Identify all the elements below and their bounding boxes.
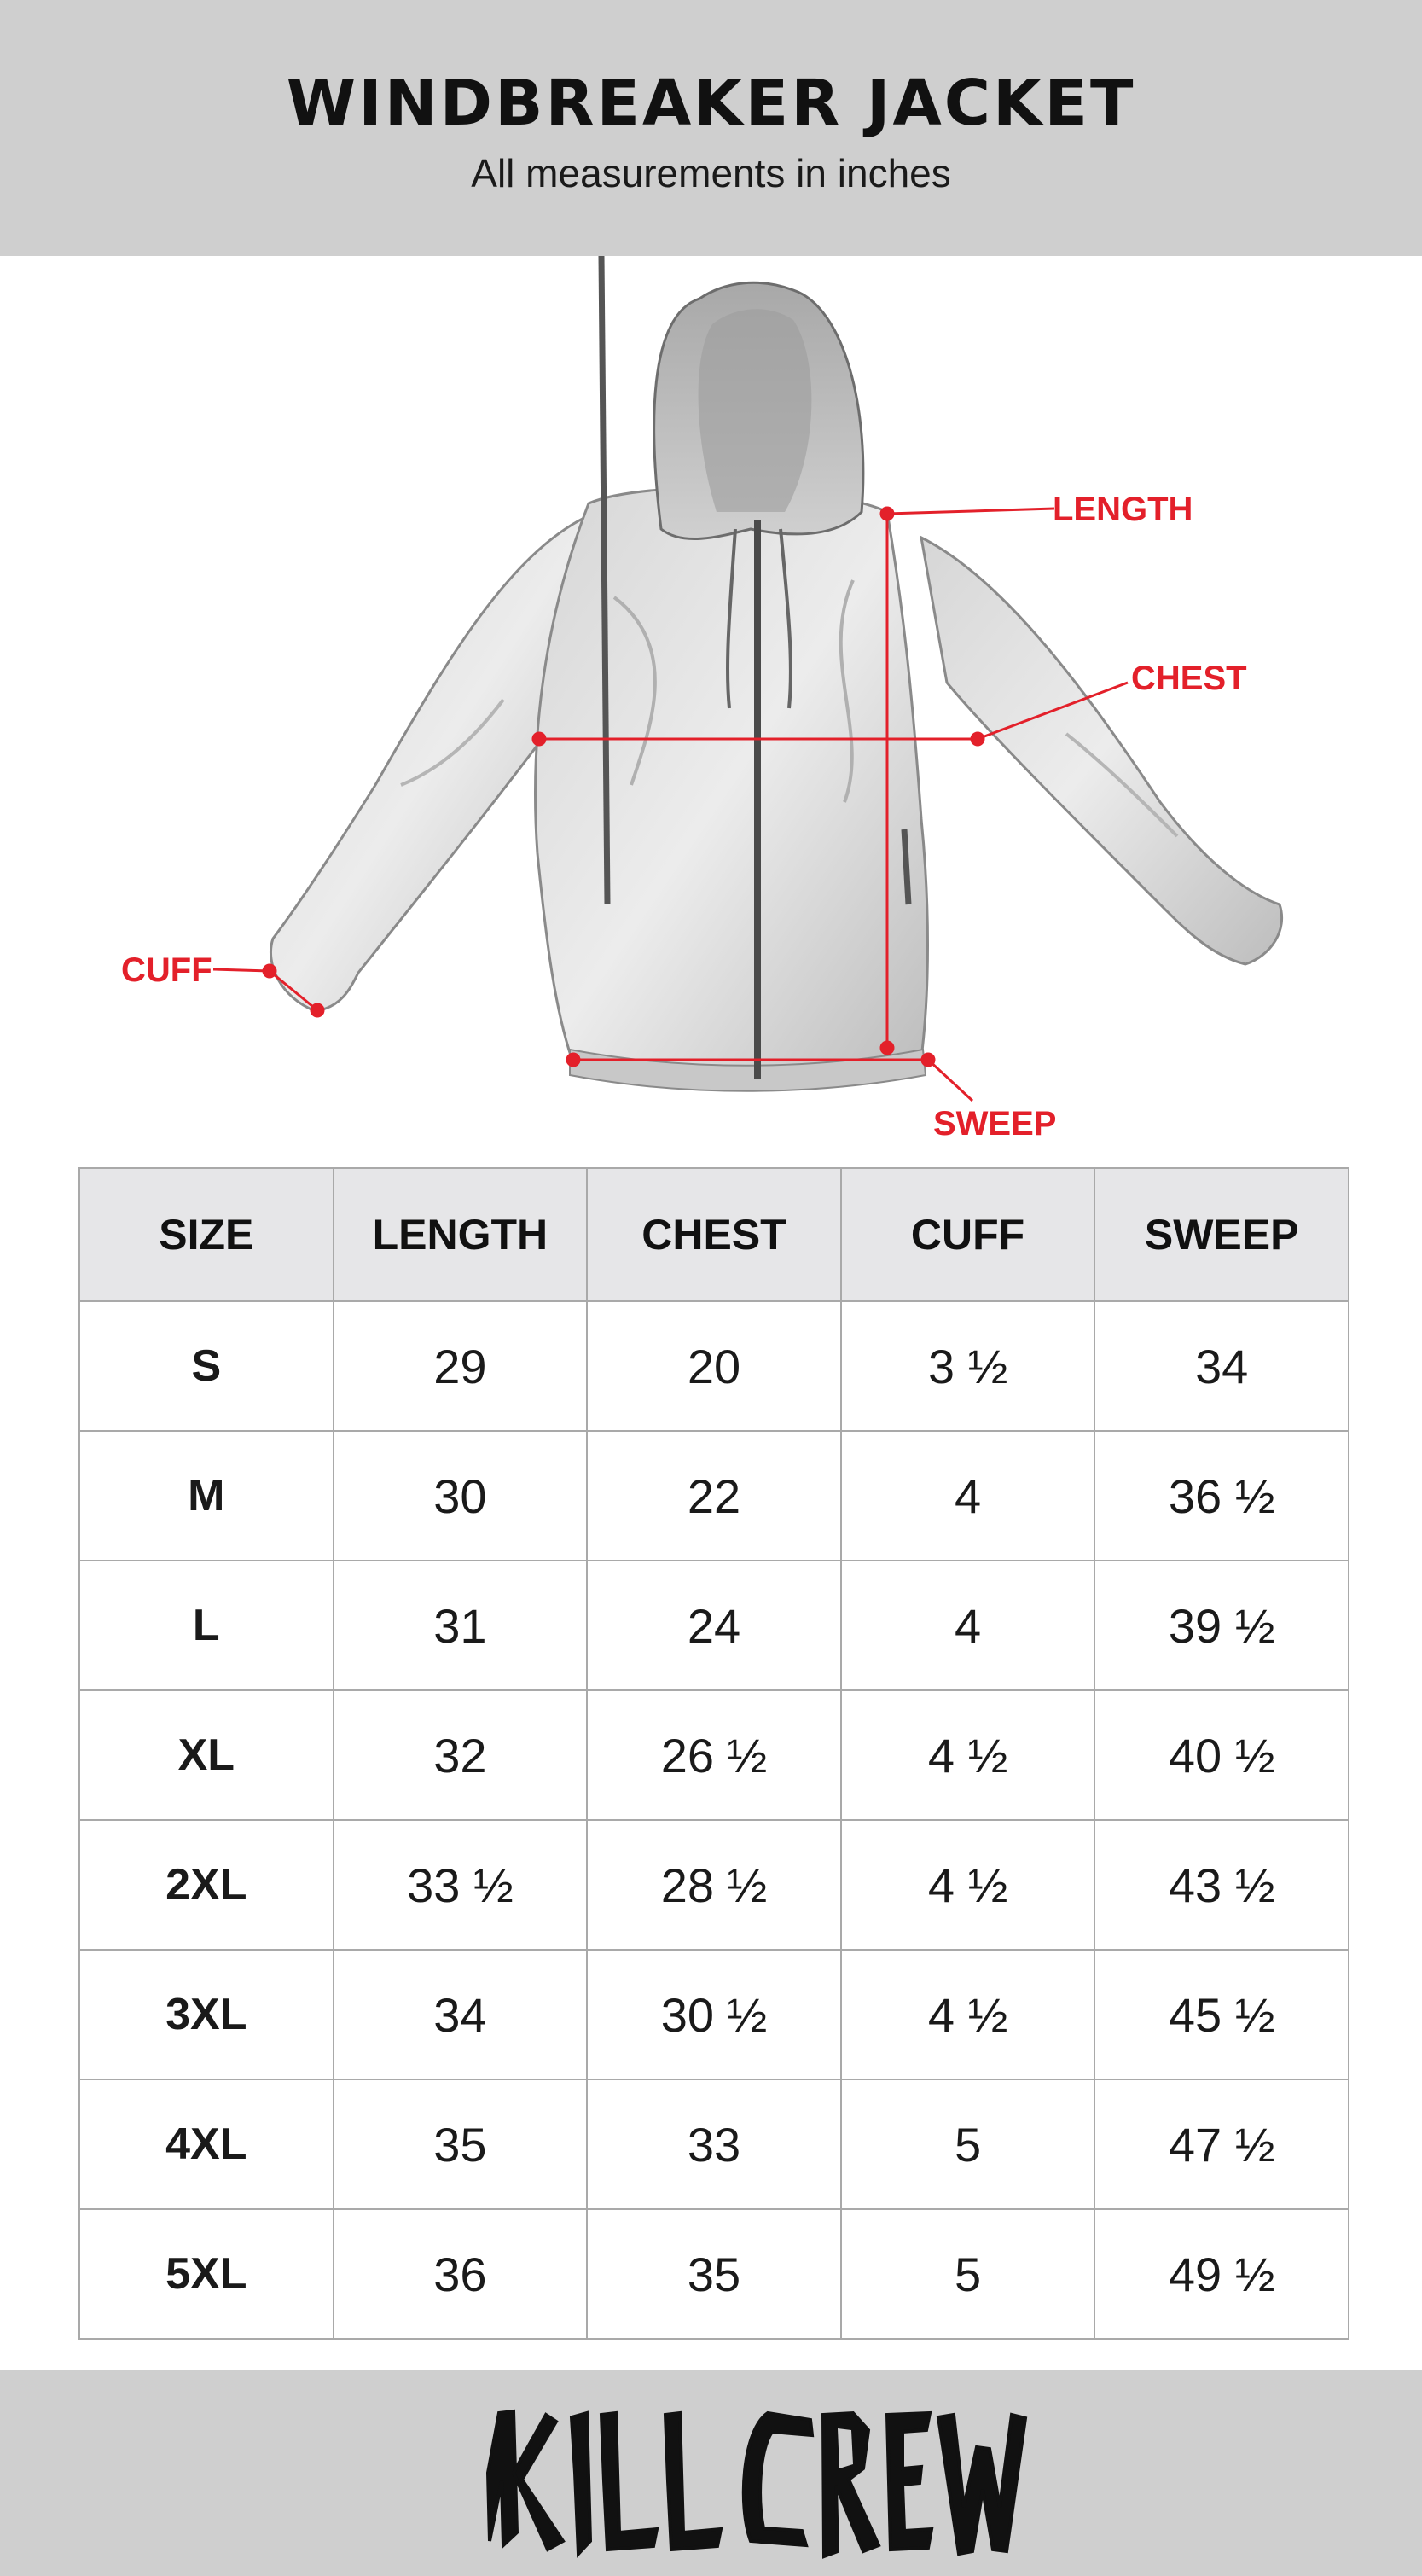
sweep-cell: 43 ½	[1094, 1820, 1349, 1950]
length-cell: 33 ½	[334, 1820, 588, 1950]
cuff-callout: CUFF	[121, 951, 212, 989]
table-row	[79, 2079, 1349, 2209]
windbreaker-jacket-icon	[0, 256, 1422, 1160]
cuff-cell: 3 ½	[841, 1301, 1095, 1431]
size-cell: M	[79, 1431, 334, 1561]
header	[0, 0, 1422, 256]
length-cell: 36	[334, 2209, 588, 2339]
chest-cell: 30 ½	[587, 1950, 841, 2079]
cuff-cell: 4 ½	[841, 1820, 1095, 1950]
size-cell: L	[79, 1561, 334, 1690]
chest-cell: 26 ½	[587, 1690, 841, 1820]
table-row	[79, 2209, 1349, 2339]
table-row	[79, 1301, 1349, 1431]
sweep-cell: 39 ½	[1094, 1561, 1349, 1690]
sweep-cell: 49 ½	[1094, 2209, 1349, 2339]
sweep-cell: 40 ½	[1094, 1690, 1349, 1820]
size-cell: 5XL	[79, 2209, 334, 2339]
sweep-cell: 34	[1094, 1301, 1349, 1431]
sweep-cell: 45 ½	[1094, 1950, 1349, 2079]
cuff-cell: 4 ½	[841, 1690, 1095, 1820]
length-cell: 29	[334, 1301, 588, 1431]
size-cell: S	[79, 1301, 334, 1431]
table-row	[79, 1561, 1349, 1690]
length-cell: 32	[334, 1690, 588, 1820]
column-header: SWEEP	[1094, 1168, 1349, 1301]
cuff-cell: 4	[841, 1561, 1095, 1690]
length-cell: 31	[334, 1561, 588, 1690]
page-title: WINDBREAKER JACKET	[286, 67, 1136, 140]
table-row	[79, 1820, 1349, 1950]
brand-logo	[0, 2370, 1422, 2576]
size-chart-table	[78, 1167, 1349, 2340]
table-header-row	[79, 1168, 1349, 1301]
length-cell: 35	[334, 2079, 588, 2209]
brand-name: KILL CREW	[0, 2370, 5, 2371]
chest-cell: 28 ½	[587, 1820, 841, 1950]
cuff-cell: 5	[841, 2079, 1095, 2209]
footer	[0, 2370, 1422, 2576]
measurement-diagram	[0, 256, 1422, 1160]
cuff-cell: 5	[841, 2209, 1095, 2339]
chest-callout: CHEST	[1131, 660, 1247, 697]
page-subtitle: All measurements in inches	[471, 151, 951, 195]
size-cell: 4XL	[79, 2079, 334, 2209]
table-row	[79, 1950, 1349, 2079]
size-cell: 3XL	[79, 1950, 334, 2079]
sweep-callout: SWEEP	[933, 1105, 1057, 1143]
chest-cell: 35	[587, 2209, 841, 2339]
cuff-cell: 4 ½	[841, 1950, 1095, 2079]
size-cell: XL	[79, 1690, 334, 1820]
sweep-cell: 47 ½	[1094, 2079, 1349, 2209]
cuff-cell: 4	[841, 1431, 1095, 1561]
table-row	[79, 1431, 1349, 1561]
chest-cell: 33	[587, 2079, 841, 2209]
chest-cell: 22	[587, 1431, 841, 1561]
length-cell: 34	[334, 1950, 588, 2079]
chest-cell: 20	[587, 1301, 841, 1431]
length-callout: LENGTH	[1053, 491, 1193, 528]
table-row	[79, 1690, 1349, 1820]
size-cell: 2XL	[79, 1820, 334, 1950]
sweep-cell: 36 ½	[1094, 1431, 1349, 1561]
column-header: LENGTH	[334, 1168, 588, 1301]
column-header: CUFF	[841, 1168, 1095, 1301]
chest-cell: 24	[587, 1561, 841, 1690]
length-cell: 30	[334, 1431, 588, 1561]
column-header: CHEST	[587, 1168, 841, 1301]
column-header: SIZE	[79, 1168, 334, 1301]
